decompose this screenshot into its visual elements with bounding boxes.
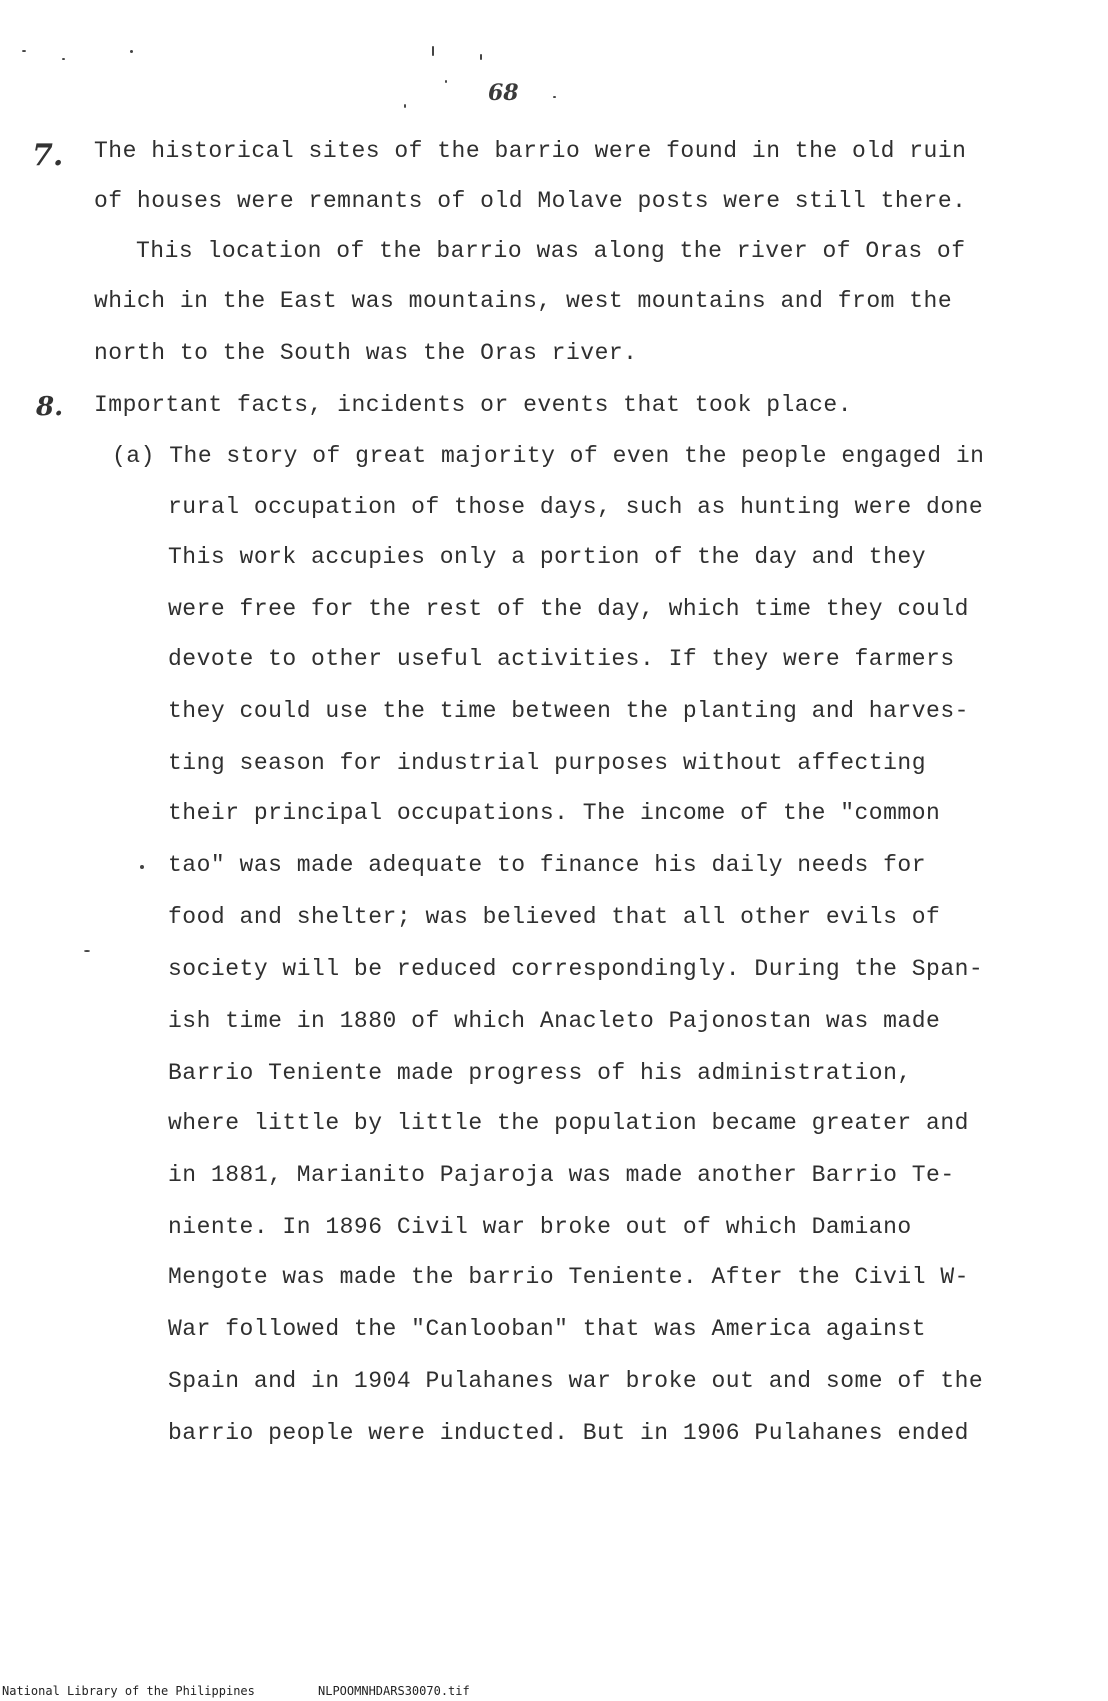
scan-speck	[84, 950, 90, 952]
scan-speck	[140, 865, 144, 869]
paragraph-a-line: (a) The story of great majority of even the people engaged in	[112, 443, 985, 469]
paragraph-a-line: society will be reduced correspondingly. During the Span-	[168, 956, 984, 982]
paragraph-a-line: barrio people were inducted. But in 1906 Pulahanes ended	[168, 1420, 969, 1446]
paragraph-a-line: Mengote was made the barrio Teniente. After the Civil W-	[168, 1264, 969, 1290]
scan-speck	[445, 80, 447, 83]
section-7-line: north to the South was the Oras river.	[94, 340, 638, 366]
paragraph-a-line: ting season for industrial purposes without affecting	[168, 750, 927, 776]
section-7-line: which in the East was mountains, west mountains and from the	[94, 288, 953, 314]
scan-speck	[404, 104, 406, 108]
paragraph-a-line: devote to other useful activities. If they were farmers	[168, 646, 955, 672]
section-7-line: The historical sites of the barrio were found in the old ruin	[94, 138, 967, 164]
paragraph-a-line: food and shelter; was believed that all other evils of	[168, 904, 941, 930]
paragraph-a-line: rural occupation of those days, such as hunting were done	[168, 494, 984, 520]
section-7-line: of houses were remnants of old Molave posts were still there.	[94, 188, 967, 214]
footer-file-name: NLPOOMNHDARS30070.tif	[318, 1684, 470, 1698]
paragraph-a-line: were free for the rest of the day, which time they could	[168, 596, 969, 622]
paragraph-a-line: ish time in 1880 of which Anacleto Pajonostan was made	[168, 1008, 941, 1034]
footer-library-name: National Library of the Philippines	[2, 1684, 255, 1698]
section-7-number: 7.	[32, 138, 64, 173]
paragraph-a-line: tao" was made adequate to finance his daily needs for	[168, 852, 927, 878]
scan-speck	[480, 54, 482, 60]
paragraph-a-line: they could use the time between the planting and harves-	[168, 698, 969, 724]
scan-speck	[553, 96, 556, 98]
paragraph-a-line: in 1881, Marianito Pajaroja was made another Barrio Te-	[168, 1162, 955, 1188]
section-8-heading: Important facts, incidents or events that took place.	[94, 392, 853, 418]
scan-speck	[432, 46, 434, 56]
scan-speck	[62, 58, 65, 60]
paragraph-a-line: niente. In 1896 Civil war broke out of which Damiano	[168, 1214, 912, 1240]
section-7-line: This location of the barrio was along the river of Oras of	[136, 238, 966, 264]
paragraph-a-line: their principal occupations. The income of the "common	[168, 800, 941, 826]
paragraph-a-line: where little by little the population became greater and	[168, 1110, 969, 1136]
paragraph-a-line: War followed the "Canlooban" that was America against	[168, 1316, 927, 1342]
paragraph-a-line: Spain and in 1904 Pulahanes war broke out and some of the	[168, 1368, 984, 1394]
paragraph-a-line: Barrio Teniente made progress of his administration,	[168, 1060, 912, 1086]
scan-speck	[22, 50, 26, 52]
section-8-number: 8.	[36, 392, 64, 422]
page-number: 68	[488, 80, 519, 106]
scan-speck	[130, 50, 133, 53]
paragraph-a-line: This work accupies only a portion of the day and they	[168, 544, 927, 570]
